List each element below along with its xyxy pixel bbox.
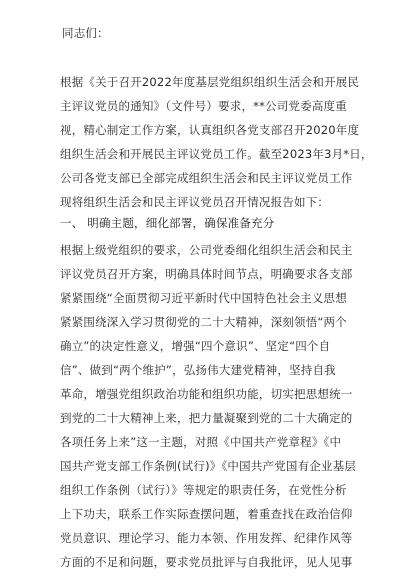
body-line: 国共产党支部工作条例(试行)》《中国共产党国有企业基层 [60,459,357,473]
body-line: 现将组织生活会和民主评议党员召开情况报告如下： [60,195,330,209]
body-line: 各项任务上来”这一主题，对照《中国共产党章程》《中 [60,435,342,449]
body-line: 组织生活会和开展民主评议党员工作。截至2023年3月*日， [60,147,373,161]
body-line: 紧紧围绕深入学习贯彻党的二十大精神，深刻领悟“两个 [60,315,347,329]
section-heading: 一、 明确主题，细化部署，确保准备充分 [60,216,275,230]
body-line: 根据《关于召开2022年度基层党组织组织生活会和开展民 [60,75,360,89]
body-line: 方面的不足和问题，要求党员批评与自我批评，见人见事 [60,555,353,569]
body-line: 组织工作条例（试行）》等规定的职责任务，在党性分析 [60,483,347,497]
body-line: 上下功夫，联系工作实际查摆问题，着重查找在政治信仰 [60,507,353,521]
body-line: 确立”的决定性意义，增强“四个意识”、坚定“四个自 [60,339,331,353]
body-line: 视，精心制定工作方案，认真组织各党支部召开2020年度 [60,123,360,137]
body-line: 党员意识、理论学习、能力本领、作用发挥、纪律作风等 [60,531,353,545]
body-line: 公司各党支部已全部完成组织生活会和民主评议党员工作 [60,171,353,185]
body-line: 革命，增强党组织政治功能和组织功能，切实把思想统一 [60,387,353,401]
body-line: 到党的二十大精神上来，把力量凝聚到党的二十大确定的 [60,411,353,425]
body-line: 根据上级党组织的要求，公司党委细化组织生活会和民主 [60,243,353,257]
body-line: 主评议党员的通知》（文件号）要求，**公司党委高度重 [60,99,347,113]
salutation: 同志们： [62,26,109,40]
body-line: 评议党员召开方案，明确具体时间节点，明确要求各支部 [60,267,353,281]
body-line: 信”、做到“两个维护”，弘扬伟大建党精神，坚持自我 [60,363,336,377]
body-line: 紧紧围绕“全面贯彻习近平新时代中国特色社会主义思想 [60,291,347,305]
